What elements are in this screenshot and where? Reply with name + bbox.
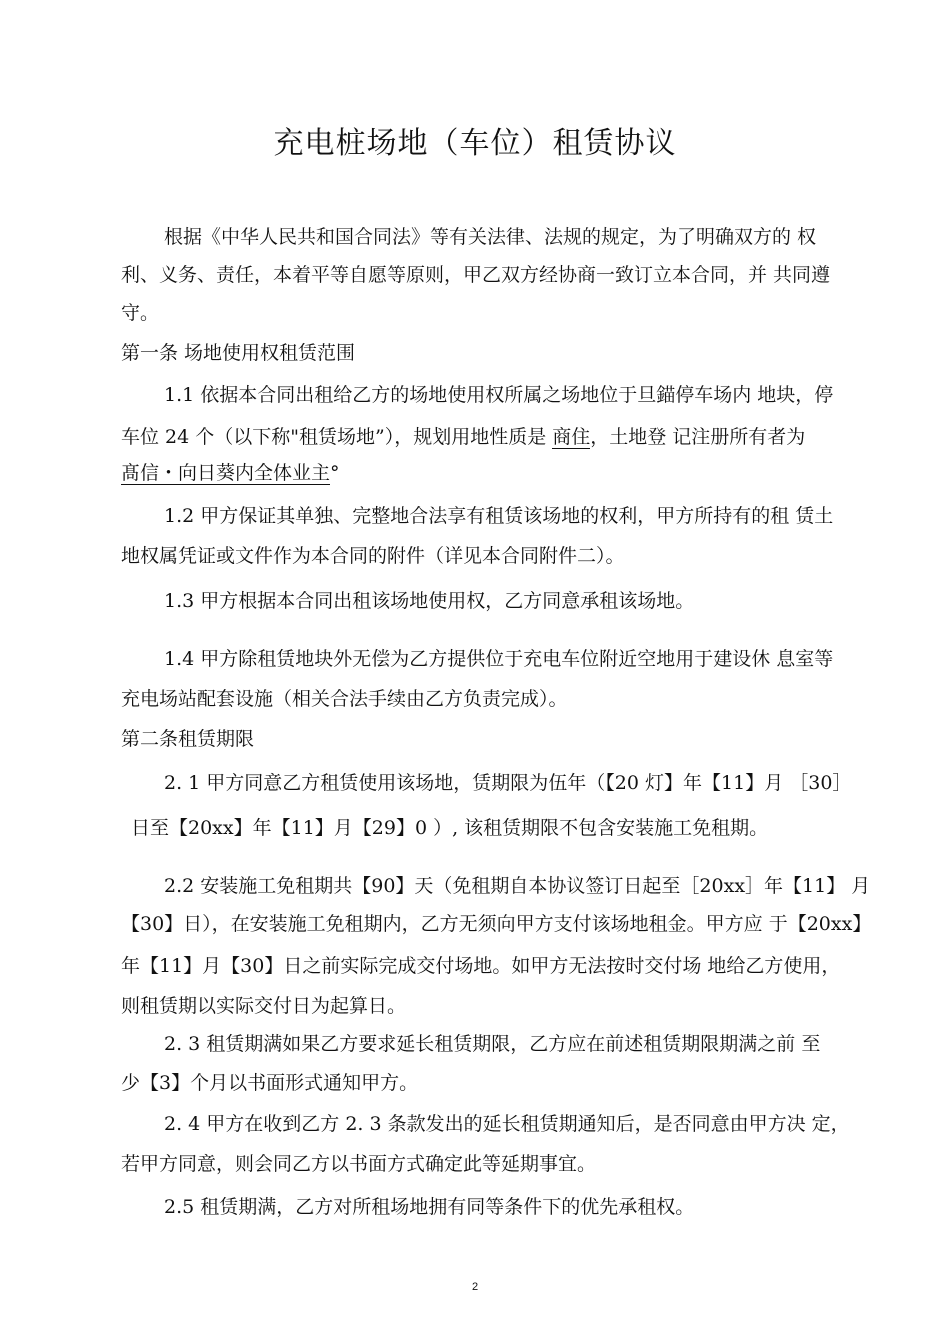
clause-1-4-line-1: 1.4 甲方除租赁地块外无偿为乙方提供位于充电车位附近空地用于建设休 息室等 (164, 648, 834, 670)
land-use-nature: 商住 (552, 426, 591, 448)
clause-1-1-line-3 (121, 460, 340, 486)
clause-1-2-line-1: 1.2 甲方保证其单独、完整地合法享有租赁该场地的权利，甲方所持有的租 赁土 (164, 505, 834, 527)
document-title: 充电桩场地（车位）租赁协议 (273, 126, 677, 161)
clause-1-3: 1.3 甲方根据本合同出租该场地使用权，乙方同意承租该场地。 (164, 590, 695, 612)
page-number: 2 (471, 1281, 479, 1293)
clause-2-1-line-2: 日至【20xx】年【11】月【29】0 ）, 该租赁期限不包含安装施工免租期。 (131, 817, 769, 839)
clause-2-5: 2.5 租赁期满，乙方对所租场地拥有同等条件下的优先承租权。 (164, 1196, 695, 1218)
clause-1-1-end: ° (330, 462, 340, 484)
preamble-line-1: 根据《中华人民共和国合同法》等有关法律、法规的规定，为了明确双方的 权 (164, 226, 817, 248)
clause-2-1-line-1: 2. 1 甲方同意乙方租赁使用该场地，赁期限为伍年（【20 灯】年【11】月 ［30］ (164, 772, 852, 794)
preamble-line-2: 利、义务、责任，本着平等自愿等原则，甲乙双方经协商一致订立本合同，并 共同遵 (121, 264, 831, 286)
clause-2-2-line-1: 2.2 安装施工免租期共【90】天（免租期自本协议签订日起至［20xx］年【11】 月 (164, 875, 871, 897)
clause-1-1-text: 车位 24 个（以下称"租赁场地”），规划用地性质是 (121, 426, 553, 448)
article-1-heading: 第一条 场地使用权租赁范围 (121, 342, 356, 364)
clause-1-2-line-2: 地权属凭证或文件作为本合同的附件（详见本合同附件二）。 (121, 545, 625, 567)
clause-1-1-line-1: 1.1 依据本合同出租给乙方的场地使用权所属之场地位于旦錨停车场内 地块，停 (164, 384, 834, 406)
article-2-heading: 第二条租赁期限 (121, 728, 255, 750)
clause-1-1-text-cont: ，土地登 记注册所有者为 (590, 426, 806, 448)
clause-2-2-line-4: 则租赁期以实际交付日为起算日。 (121, 995, 407, 1017)
clause-2-3-line-2: 少【3】个月以书面形式通知甲方。 (121, 1072, 419, 1094)
clause-2-2-line-3: 年【11】月【30】日之前实际完成交付场地。如甲方无法按时交付场 地给乙方使用， (121, 955, 841, 977)
clause-2-2-line-2: 【30】日），在安装施工免租期内，乙方无须向甲方支付该场地租金。甲方应 于【20xx】 (121, 913, 872, 935)
clause-2-4-line-1: 2. 4 甲方在收到乙方 2. 3 条款发出的延长租赁期通知后，是否同意由甲方决 定， (164, 1113, 850, 1135)
clause-1-1-line-2 (121, 424, 805, 450)
clause-2-3-line-1: 2. 3 租赁期满如果乙方要求延长租赁期限，乙方应在前述租赁期限期满之前 至 (164, 1033, 821, 1055)
preamble-line-3: 守。 (121, 302, 160, 324)
registered-owner: 髙信・向日葵内全体业主 (121, 462, 331, 484)
clause-1-4-line-2: 充电场站配套设施（相关合法手续由乙方负责完成）。 (121, 688, 568, 710)
clause-2-4-line-2: 若甲方同意，则会同乙方以书面方式确定此等延期事宜。 (121, 1153, 597, 1175)
